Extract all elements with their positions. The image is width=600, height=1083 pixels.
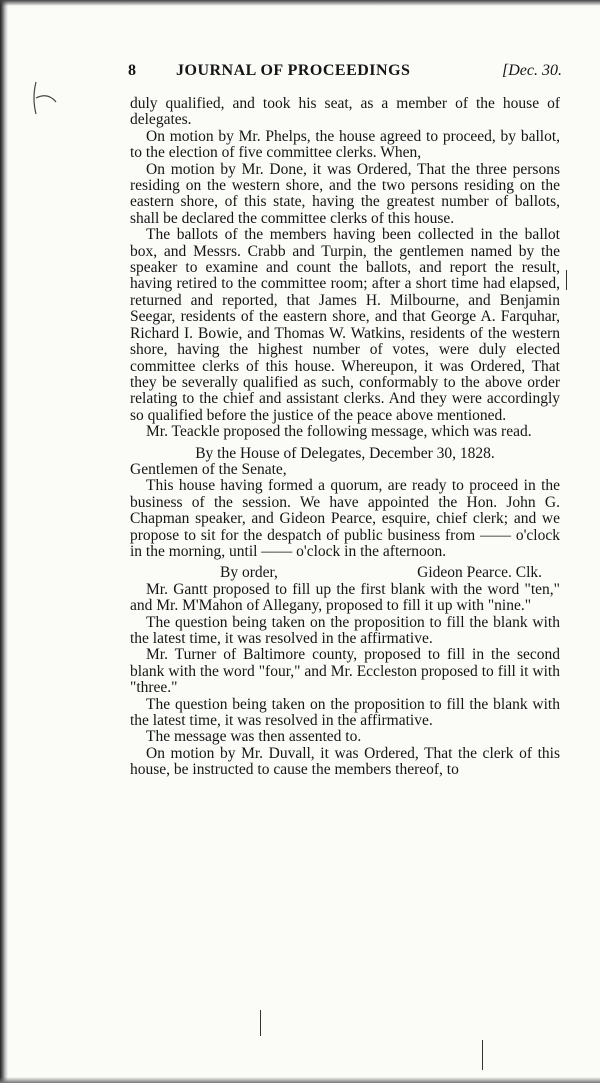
- paragraph: On motion by Mr. Done, it was Ordered, That the three persons residing on the western shore, and the two persons residing on the eastern shore, of this state, having the greatest number of ballots, shall be declared the committee clerks of this house.: [130, 160, 560, 227]
- margin-rule-line: [482, 1040, 483, 1070]
- message-signature: [130, 565, 560, 581]
- paragraph: On motion by Mr. Duvall, it was Ordered, That the clerk of this house, be instructed to cause the members thereof, to: [130, 744, 560, 779]
- paragraph: The question being taken on the proposition to fill the blank with the latest time, it was resolved in the affirmative.: [130, 613, 560, 647]
- message-salutation: Gentlemen of the Senate,: [130, 460, 287, 478]
- page-top-shadow: [0, 0, 600, 6]
- paragraph: The ballots of the members having been collected in the ballot box, and Messrs. Crabb and Turpin, the gentlemen named by the speaker to examine and count the ballots, and report the result, having retired to the committee room; after a short time had elapsed, returned and reported, that James H. Milbourne, and Benjamin Seegar, residents of the eastern shore, and that George A. Farquhar, Richard I. Bowie, and Thomas W. Watkins, residents of the western shore, having the highest number of votes, were duly elected committee clerks of this house. Whereupon, it was Ordered, That they be severally qualified as such, conformably to the above order relating to the chief and assistant clerks. And they were accordingly so qualified before the justice of the peace above mentioned.: [130, 226, 560, 424]
- margin-rule-line: [566, 270, 567, 290]
- paragraph: The message was then assented to.: [146, 728, 362, 746]
- journal-body: [130, 96, 560, 779]
- message-dateline: By the House of Delegates, December 30, 1828.: [195, 444, 495, 462]
- signature-by-order: By order,: [220, 564, 278, 582]
- page-number: 8: [128, 62, 136, 79]
- running-date: [Dec. 30.: [502, 62, 562, 79]
- paragraph: The question being taken on the proposition to fill the blank with the latest time, it was resolved in the affirmative.: [130, 695, 560, 730]
- paragraph: duly qualified, and took his seat, as a member of the house of delegates.: [130, 95, 560, 129]
- paragraph: Mr. Teackle proposed the following message, which was read.: [146, 423, 532, 441]
- message-body: This house having formed a quorum, are ready to proceed in the business of the session. We have appointed the Hon. John G. Chapman speaker, and Gideon Pearce, esquire, chief clerk; and we propose to sit for the despatch of public business from —— o'clock in the morning, until —— o'clock in the afternoon.: [130, 477, 560, 560]
- margin-rule-line: [260, 1010, 261, 1036]
- paragraph: On motion by Mr. Phelps, the house agreed to proceed, by ballot, to the election of five committee clerks. When,: [130, 127, 560, 162]
- paragraph: Mr. Gantt proposed to fill up the first blank with the word "ten," and Mr. M'Mahon of Allegany, proposed to fill it up with "nine.": [130, 580, 560, 615]
- running-title: JOURNAL OF PROCEEDINGS: [176, 62, 411, 79]
- paragraph: Mr. Turner of Baltimore county, proposed to fill in the second blank with the word "four," and Mr. Eccleston proposed to fill it with "three.": [130, 646, 560, 697]
- page-edge-shadow: [0, 0, 8, 1083]
- margin-scribble-mark: [30, 78, 60, 118]
- running-header: [128, 58, 568, 88]
- signature-clerk: Gideon Pearce. Clk.: [417, 564, 542, 582]
- page-bottom-shadow: [0, 1077, 600, 1083]
